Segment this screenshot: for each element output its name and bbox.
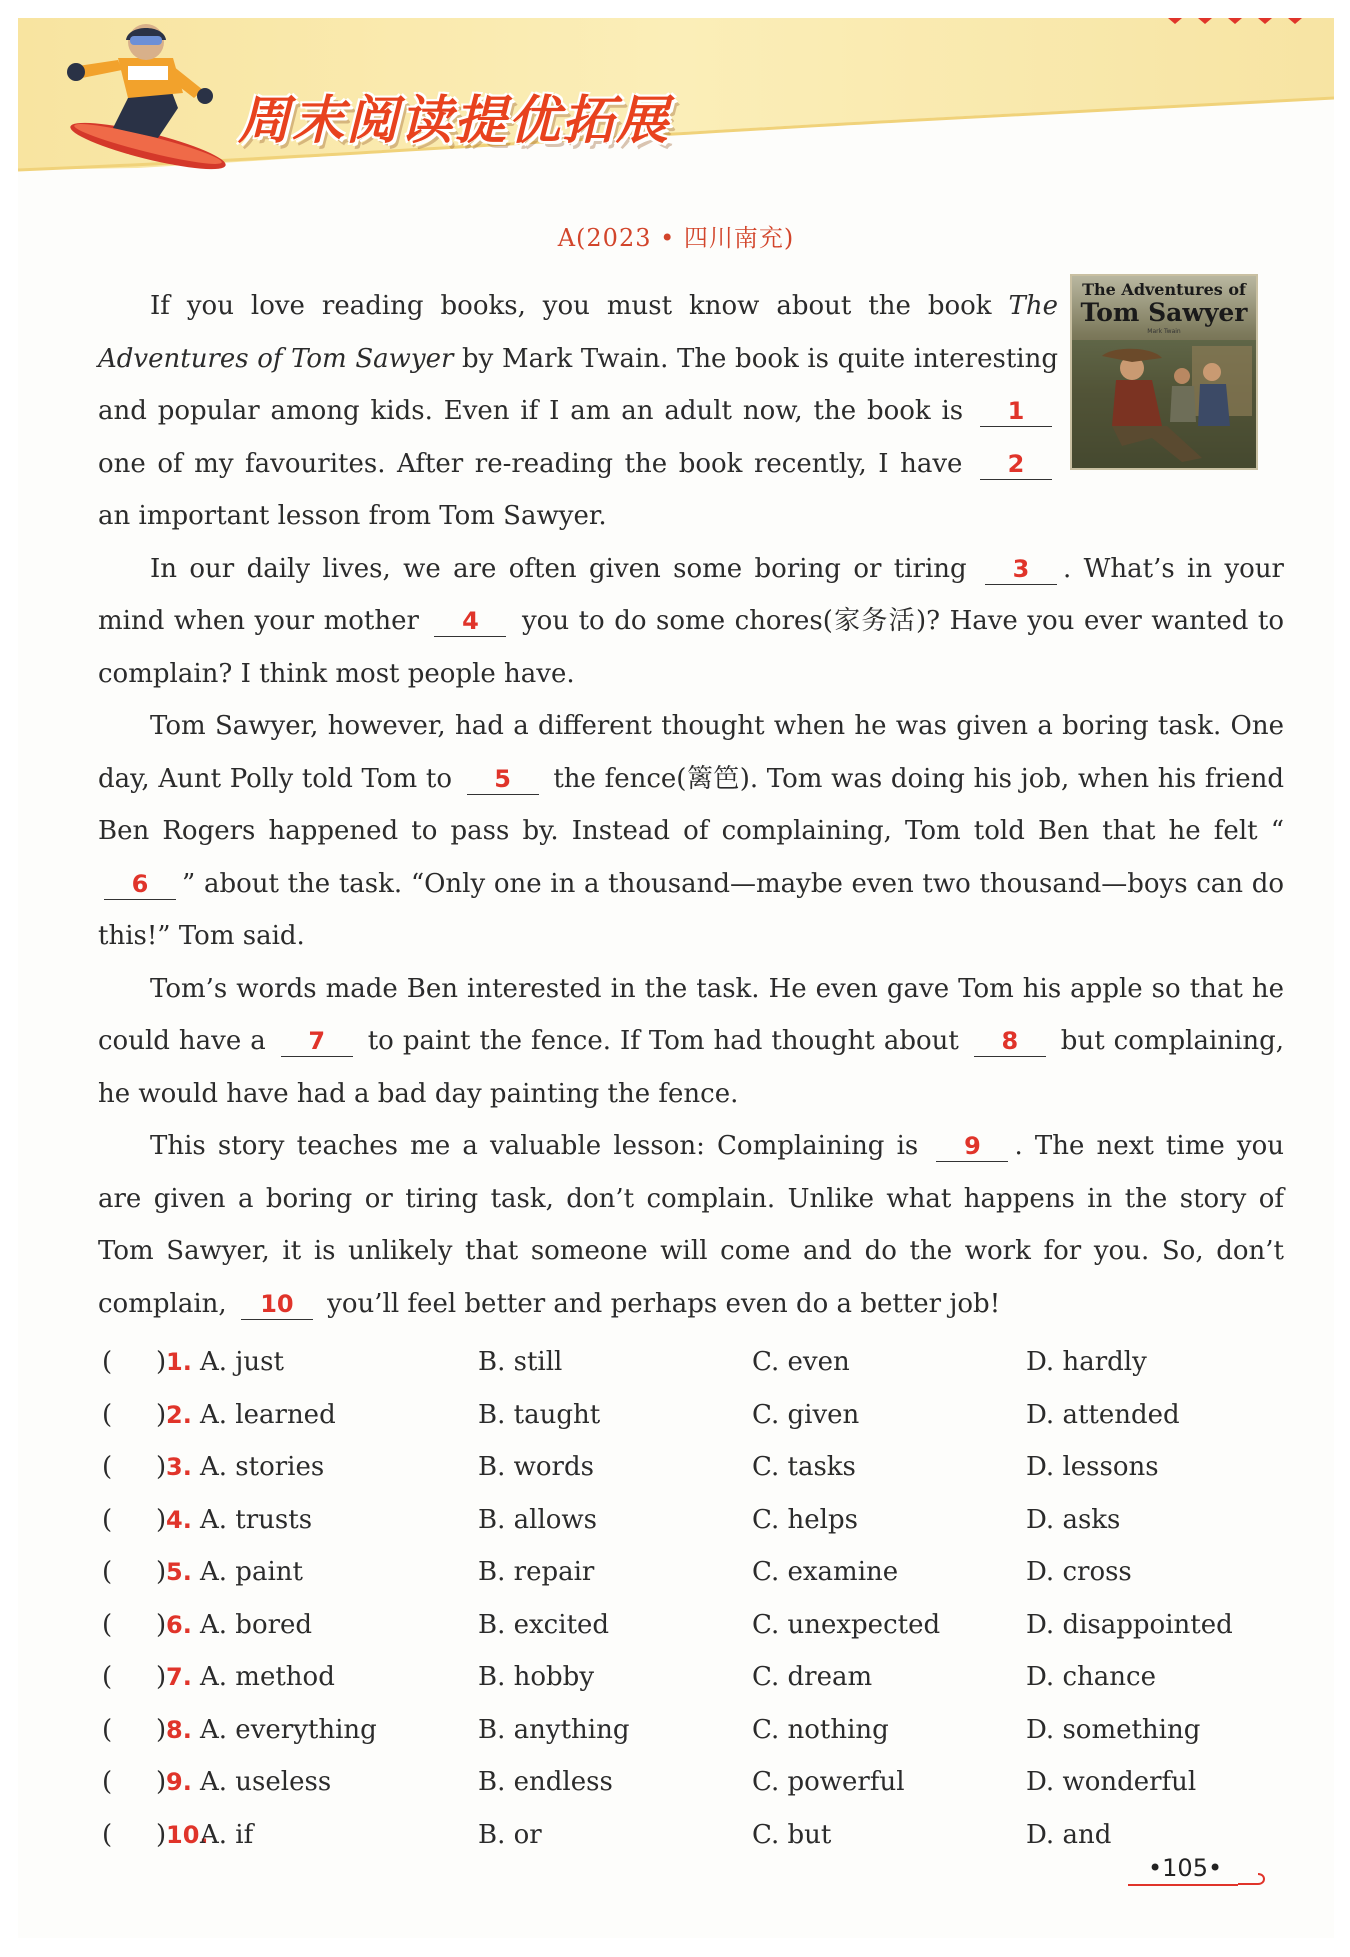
book-cover-author: Mark Twain	[1147, 328, 1181, 335]
blank-10[interactable]: 10	[241, 1289, 313, 1320]
answer-paren-close: )	[156, 1662, 167, 1692]
banner-title: 周末阅读提优拓展	[238, 91, 671, 151]
question-number: 10.	[166, 1820, 209, 1849]
passage-text: This story teaches me a valuable lesson: Complaining is	[150, 1131, 931, 1161]
option-c[interactable]: C. helps	[752, 1504, 858, 1535]
blank-7[interactable]: 7	[281, 1026, 353, 1057]
option-a[interactable]: A. paint	[200, 1557, 303, 1587]
option-d[interactable]: D. lessons	[1026, 1452, 1159, 1482]
option-row-10	[98, 1809, 1298, 1862]
option-b[interactable]: B. still	[478, 1347, 563, 1377]
answer-paren-open[interactable]: (	[102, 1662, 113, 1692]
book-cover-title-line2: Tom Sawyer	[1080, 298, 1248, 327]
option-c[interactable]: C. dream	[752, 1662, 873, 1692]
answer-paren-close: )	[156, 1609, 167, 1640]
answer-paren-open[interactable]: (	[102, 1714, 113, 1745]
answer-paren-close: )	[156, 1557, 167, 1587]
passage-text: to paint the fence. If Tom had thought about	[358, 1026, 968, 1056]
option-c[interactable]: C. given	[752, 1399, 860, 1430]
blank-5[interactable]: 5	[467, 764, 539, 795]
answer-paren-close: )	[156, 1819, 167, 1850]
option-d[interactable]: D. hardly	[1026, 1347, 1147, 1377]
option-a[interactable]: A. trusts	[200, 1504, 313, 1535]
answer-paren-open[interactable]: (	[102, 1767, 113, 1797]
option-b[interactable]: B. words	[478, 1452, 594, 1482]
option-c[interactable]: C. even	[752, 1347, 850, 1377]
passage-text: by Mark Twain. The book is quite interesting and popular among kids. Even if I am an adult now, the book is	[98, 343, 1058, 426]
question-number: 7.	[166, 1663, 192, 1691]
question-number: 4.	[166, 1505, 192, 1534]
book-cover-title-line1: The Adventures of	[1082, 280, 1246, 299]
option-row-9	[98, 1756, 1298, 1809]
paragraph-4	[98, 963, 1284, 1121]
option-a[interactable]: A. method	[200, 1662, 335, 1692]
answer-paren-open[interactable]: (	[102, 1819, 113, 1850]
answer-paren-open[interactable]: (	[102, 1399, 113, 1430]
option-d[interactable]: D. something	[1026, 1714, 1201, 1745]
option-d[interactable]: D. disappointed	[1026, 1609, 1233, 1640]
option-b[interactable]: B. endless	[478, 1767, 613, 1797]
passage-text: If you love reading books, you must know about the book	[150, 291, 1009, 321]
page-arrow-icon	[1236, 1870, 1270, 1890]
blank-1[interactable]: 1	[980, 396, 1052, 427]
answer-paren-open[interactable]: (	[102, 1609, 113, 1640]
section-heading: A(2023 • 四川南充)	[557, 224, 795, 252]
option-b[interactable]: B. repair	[478, 1557, 595, 1587]
answer-paren-open[interactable]: (	[102, 1347, 113, 1377]
answer-paren-open[interactable]: (	[102, 1504, 113, 1535]
paragraph-2	[98, 543, 1284, 701]
option-d[interactable]: D. asks	[1026, 1504, 1121, 1535]
reading-passage	[98, 280, 1284, 1330]
option-a[interactable]: A. bored	[200, 1609, 313, 1640]
option-row-8	[98, 1704, 1298, 1757]
book-title-italic: The Adventures of Tom Sawyer	[98, 291, 1058, 374]
option-b[interactable]: B. or	[478, 1819, 542, 1850]
option-c[interactable]: C. tasks	[752, 1452, 856, 1482]
option-d[interactable]: D. and	[1026, 1819, 1112, 1850]
option-d[interactable]: D. wonderful	[1026, 1767, 1197, 1797]
option-a[interactable]: A. useless	[200, 1767, 332, 1797]
answer-paren-close: )	[156, 1452, 167, 1482]
answer-paren-close: )	[156, 1399, 167, 1430]
passage-text: but complaining, he would have had a bad day painting the fence.	[98, 1026, 1284, 1109]
blank-8[interactable]: 8	[974, 1026, 1046, 1057]
option-c[interactable]: C. nothing	[752, 1714, 889, 1745]
banner-background	[18, 18, 1334, 178]
option-b[interactable]: B. anything	[478, 1714, 630, 1745]
option-a[interactable]: A. stories	[200, 1452, 325, 1482]
answer-options	[98, 1336, 1298, 1861]
page-number-underline	[1128, 1884, 1238, 1886]
blank-9[interactable]: 9	[936, 1131, 1008, 1162]
option-row-5	[98, 1546, 1298, 1599]
passage-text: In our daily lives, we are often given some boring or tiring	[150, 553, 980, 584]
option-b[interactable]: B. allows	[478, 1504, 598, 1535]
paragraph-3	[98, 700, 1284, 963]
option-a[interactable]: A. just	[200, 1347, 284, 1377]
blank-2[interactable]: 2	[980, 449, 1052, 480]
answer-paren-close: )	[156, 1714, 167, 1745]
option-c[interactable]: C. powerful	[752, 1767, 905, 1797]
passage-text: you’ll feel better and perhaps even do a better job!	[318, 1288, 1001, 1319]
option-d[interactable]: D. chance	[1026, 1662, 1156, 1692]
question-number: 2.	[166, 1400, 192, 1429]
page-number: •105•	[1148, 1854, 1223, 1882]
question-number: 3.	[166, 1453, 192, 1481]
question-number: 1.	[166, 1348, 192, 1376]
option-row-3	[98, 1441, 1298, 1494]
option-d[interactable]: D. attended	[1026, 1399, 1180, 1430]
option-row-4	[98, 1494, 1298, 1547]
blank-4[interactable]: 4	[434, 606, 506, 637]
paragraph-5	[98, 1120, 1284, 1330]
question-number: 9.	[166, 1768, 192, 1796]
option-b[interactable]: B. excited	[478, 1609, 610, 1640]
passage-text: Tom Sawyer, however, had a different thought when he was given a boring task. One day, Aunt Polly told Tom to	[98, 711, 1284, 794]
option-row-2	[98, 1389, 1298, 1442]
passage-text: . The next time you are given a boring or tiring task, don’t complain. Unlike what happens in the story of Tom Sawyer, it is unlikely that someone will come and do the work for you. So, don’t complain,	[98, 1131, 1284, 1319]
option-c[interactable]: C. unexpected	[752, 1609, 941, 1640]
option-d[interactable]: D. cross	[1026, 1557, 1132, 1587]
option-c[interactable]: C. but	[752, 1819, 832, 1850]
passage-text: the fence(篱笆). Tom was doing his job, when his friend Ben Rogers happened to pass by. Instead of complaining, Tom told Ben that he felt “	[98, 763, 1284, 846]
option-row-7	[98, 1651, 1298, 1704]
option-b[interactable]: B. taught	[478, 1399, 601, 1430]
option-a[interactable]: A. learned	[200, 1399, 336, 1430]
option-row-6	[98, 1599, 1298, 1652]
header-banner	[18, 18, 1334, 178]
answer-paren-open[interactable]: (	[102, 1452, 113, 1482]
passage-text: you to do some chores(家务活)? Have you ever wanted to complain? I think most people have.	[98, 606, 1284, 689]
passage-text: an important lesson from Tom Sawyer.	[98, 501, 607, 531]
passage-text: one of my favourites. After re-reading the book recently, I have	[98, 448, 974, 479]
option-b[interactable]: B. hobby	[478, 1662, 595, 1692]
passage-text: Tom’s words made Ben interested in the task. He even gave Tom his apple so that he could have a	[98, 973, 1284, 1056]
answer-paren-open[interactable]: (	[102, 1557, 113, 1587]
worksheet-page	[18, 18, 1334, 1938]
passage-text: . What’s in your mind when your mother	[98, 553, 1284, 636]
question-number: 5.	[166, 1558, 192, 1586]
option-a[interactable]: A. if	[200, 1819, 254, 1850]
question-number: 6.	[166, 1610, 192, 1639]
passage-text: ” about the task. “Only one in a thousand—maybe even two thousand—boys can do this!” Tom said.	[98, 868, 1284, 951]
paragraph-1	[98, 280, 1058, 543]
answer-paren-close: )	[156, 1767, 167, 1797]
option-a[interactable]: A. everything	[200, 1714, 377, 1745]
blank-6[interactable]: 6	[104, 869, 176, 900]
question-number: 8.	[166, 1715, 192, 1744]
option-c[interactable]: C. examine	[752, 1557, 899, 1587]
blank-3[interactable]: 3	[985, 554, 1057, 585]
answer-paren-close: )	[156, 1347, 167, 1377]
option-row-1	[98, 1336, 1298, 1389]
answer-paren-close: )	[156, 1504, 167, 1535]
